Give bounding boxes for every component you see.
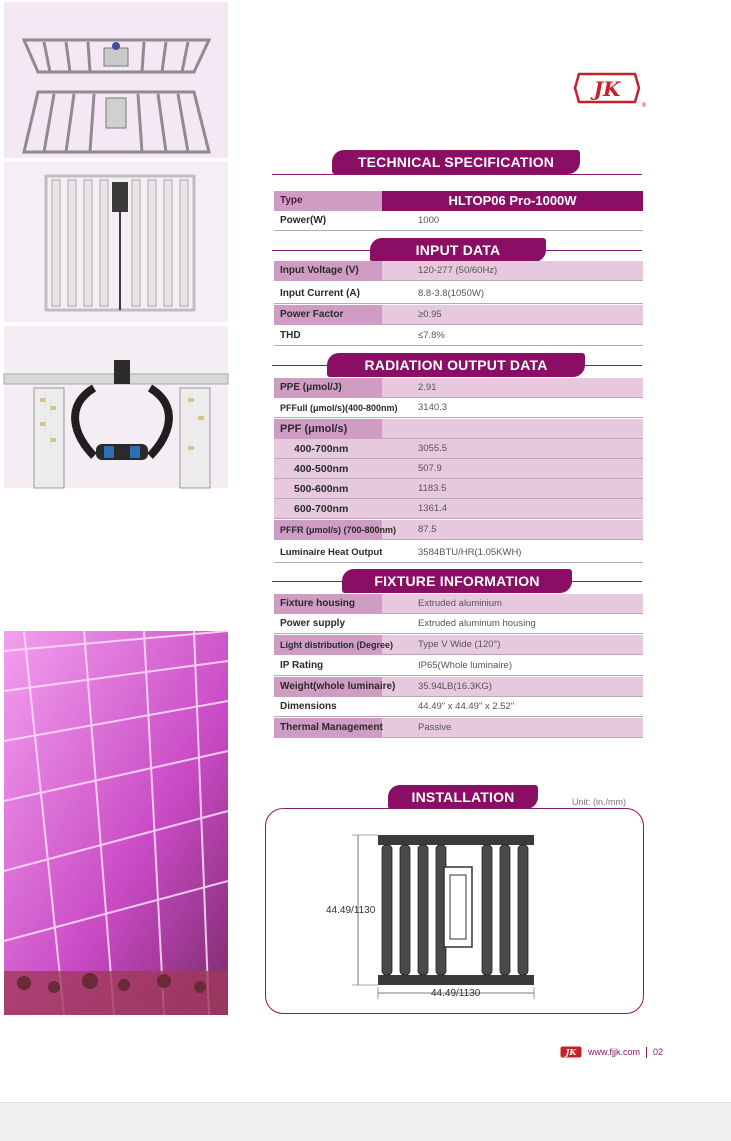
spec-value: 507.9 [418, 463, 442, 474]
spec-row [274, 677, 643, 697]
width-dimension: 44.49/1130 [431, 988, 481, 999]
spec-value: 44.49" x 44.49" x 2.52" [418, 701, 515, 712]
spec-value: IP65(Whole luminaire) [418, 660, 512, 671]
spec-label: Light distribution (Degree) [274, 635, 382, 655]
product-photo-exploded [4, 2, 228, 158]
spec-label: 400-500nm [294, 463, 349, 475]
spec-label: Power Factor [274, 305, 382, 325]
bottom-strip [0, 1102, 731, 1141]
fixture-drawing [266, 809, 645, 1015]
spec-row [274, 326, 643, 346]
page-number: 02 [653, 1047, 664, 1057]
spec-value: 35.94LB(16.3KG) [418, 681, 492, 692]
spec-label: PFFR (μmol/s) (700-800nm) [274, 520, 382, 540]
spec-value: 120-277 (50/60Hz) [418, 265, 498, 276]
spec-row [274, 614, 643, 634]
spec-label: 400-700nm [294, 443, 349, 455]
page-footer [560, 1045, 663, 1059]
spec-row [274, 459, 643, 479]
section-input: INPUT DATA [370, 238, 546, 262]
section-fixture: FIXTURE INFORMATION [342, 569, 572, 593]
spec-label: Fixture housing [274, 594, 382, 614]
spec-value: 3055.5 [418, 443, 448, 454]
spec-row [274, 499, 643, 519]
spec-value: 1183.5 [418, 483, 447, 494]
unit-note: Unit: (in./mm) [572, 797, 626, 807]
svg-text:JK: JK [565, 1047, 577, 1057]
spec-value: ≤7.8% [418, 330, 445, 341]
spec-value: Extruded aluminum housing [418, 618, 536, 629]
section-radiation: RADIATION OUTPUT DATA [327, 353, 585, 377]
spec-value: 3584BTU/HR(1.05KWH) [418, 547, 522, 558]
spec-value: Passive [418, 722, 452, 733]
height-dimension: 44.49/1130 [326, 905, 376, 916]
spec-row [274, 718, 643, 738]
spec-value: Type V Wide (120°) [418, 639, 501, 650]
spec-label: Input Voltage (V) [274, 261, 382, 281]
logo-text: JK [593, 77, 621, 101]
spec-label: Dimensions [280, 701, 337, 712]
section-installation: INSTALLATION [388, 785, 538, 809]
jk-mini-logo [560, 1046, 582, 1058]
spec-label: Type [274, 191, 382, 211]
spec-row-type [274, 191, 643, 211]
photo-column [0, 0, 230, 1141]
spec-row [274, 419, 643, 439]
spec-label: 600-700nm [294, 503, 349, 515]
spec-value: 3140.3 [418, 402, 448, 413]
product-photo-front [4, 162, 228, 322]
spec-label: 500-600nm [294, 483, 349, 495]
spec-label: Thermal Management [274, 718, 382, 738]
jk-logo [573, 68, 645, 108]
spec-label: IP Rating [280, 660, 324, 671]
spec-label: THD [280, 330, 301, 341]
spec-row [274, 439, 643, 459]
footer-divider [646, 1047, 647, 1058]
spec-row [274, 520, 643, 540]
spec-value: ≥0.95 [418, 309, 442, 320]
website-link[interactable]: www.fjjk.com [588, 1047, 641, 1057]
spec-value: 8.8-3.8(1050W) [418, 288, 485, 299]
spec-label: Power(W) [280, 215, 327, 226]
spec-row [274, 284, 643, 304]
spec-row [274, 261, 643, 281]
spec-label: Luminaire Heat Output [280, 547, 383, 558]
spec-row [274, 656, 643, 676]
spec-row [274, 479, 643, 499]
section-rule [272, 174, 642, 175]
model-name: HLTOP06 Pro-1000W [382, 191, 643, 211]
spec-label: Power supply [280, 618, 346, 629]
product-photo-detail [4, 326, 228, 488]
spec-row [274, 378, 643, 398]
section-technical: TECHNICAL SPECIFICATION [332, 150, 580, 174]
spec-label: Input Current (A) [280, 288, 360, 299]
spec-label: PFFull (μmol/s)(400-800nm) [280, 403, 398, 413]
spec-row [274, 543, 643, 563]
spec-row [274, 635, 643, 655]
spec-row [274, 594, 643, 614]
spec-value: Extruded aluminium [418, 598, 502, 609]
spec-row-power [274, 211, 643, 231]
spec-value: 1361.4 [418, 503, 448, 514]
spec-value: 87.5 [418, 524, 437, 535]
spec-value: 2.91 [418, 382, 437, 393]
registered-mark: ® [641, 102, 647, 109]
spec-row [274, 398, 643, 418]
spec-row [274, 697, 643, 717]
spec-row [274, 305, 643, 325]
spec-label: PPF (μmol/s) [274, 419, 382, 439]
greenhouse-photo [4, 631, 228, 1015]
spec-label: Weight(whole luminaire) [274, 677, 382, 697]
installation-drawing-box [265, 808, 644, 1014]
spec-value: 1000 [418, 215, 440, 226]
spec-label: PPE (μmol/J) [274, 378, 382, 398]
